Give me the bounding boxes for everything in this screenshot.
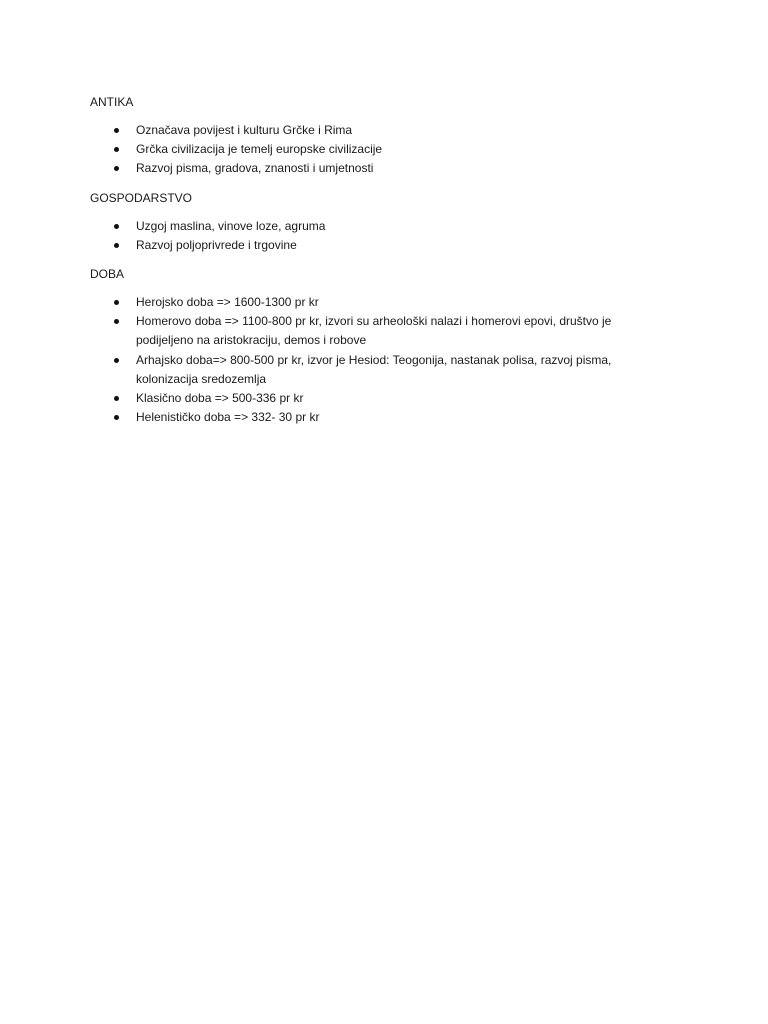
bullet-icon bbox=[114, 300, 119, 305]
bullet-icon bbox=[114, 415, 119, 420]
list-item bbox=[90, 293, 650, 312]
list-item bbox=[90, 351, 650, 389]
list-doba bbox=[90, 293, 650, 427]
list-item bbox=[90, 121, 650, 140]
list-gospodarstvo bbox=[90, 217, 650, 255]
bullet-icon bbox=[114, 358, 119, 363]
document-page bbox=[90, 93, 650, 437]
list-item-text: Razvoj poljoprivrede i trgovine bbox=[136, 237, 297, 252]
list-item bbox=[90, 389, 650, 408]
list-item bbox=[90, 312, 650, 350]
bullet-icon bbox=[114, 166, 119, 171]
list-item bbox=[90, 140, 650, 159]
bullet-icon bbox=[114, 224, 119, 229]
bullet-icon bbox=[114, 396, 119, 401]
list-item bbox=[90, 217, 650, 236]
list-item-text: Homerovo doba => 1100-800 pr kr, izvori su arheološki nalazi i homerovi epovi, društvo je podijeljeno na aristokraciju, demos i robove bbox=[136, 314, 612, 348]
list-item bbox=[90, 159, 650, 178]
list-antika bbox=[90, 121, 650, 179]
list-item-text: Helenističko doba => 332- 30 pr kr bbox=[136, 410, 320, 425]
bullet-icon bbox=[114, 243, 119, 248]
section-heading-doba: DOBA bbox=[90, 267, 125, 282]
bullet-icon bbox=[114, 319, 119, 324]
list-item bbox=[90, 408, 650, 427]
list-item-text: Grčka civilizacija je temelj europske civilizacije bbox=[136, 142, 383, 157]
section-heading-antika: ANTIKA bbox=[90, 95, 134, 109]
list-item-text: Razvoj pisma, gradova, znanosti i umjetnosti bbox=[136, 161, 374, 176]
list-item bbox=[90, 236, 650, 255]
list-item-text: Herojsko doba => 1600-1300 pr kr bbox=[136, 295, 319, 310]
list-item-text: Klasično doba => 500-336 pr kr bbox=[136, 391, 304, 406]
section-heading-gospodarstvo: GOSPODARSTVO bbox=[90, 190, 193, 205]
list-item-text: Uzgoj maslina, vinove loze, agruma bbox=[136, 218, 326, 233]
bullet-icon bbox=[114, 128, 119, 133]
bullet-icon bbox=[114, 147, 119, 152]
list-item-text: Arhajsko doba=> 800-500 pr kr, izvor je Hesiod: Teogonija, nastanak polisa, razvoj pisma, kolonizacija sredozemlja bbox=[136, 352, 612, 386]
list-item-text: Označava povijest i kulturu Grčke i Rima bbox=[136, 123, 353, 137]
